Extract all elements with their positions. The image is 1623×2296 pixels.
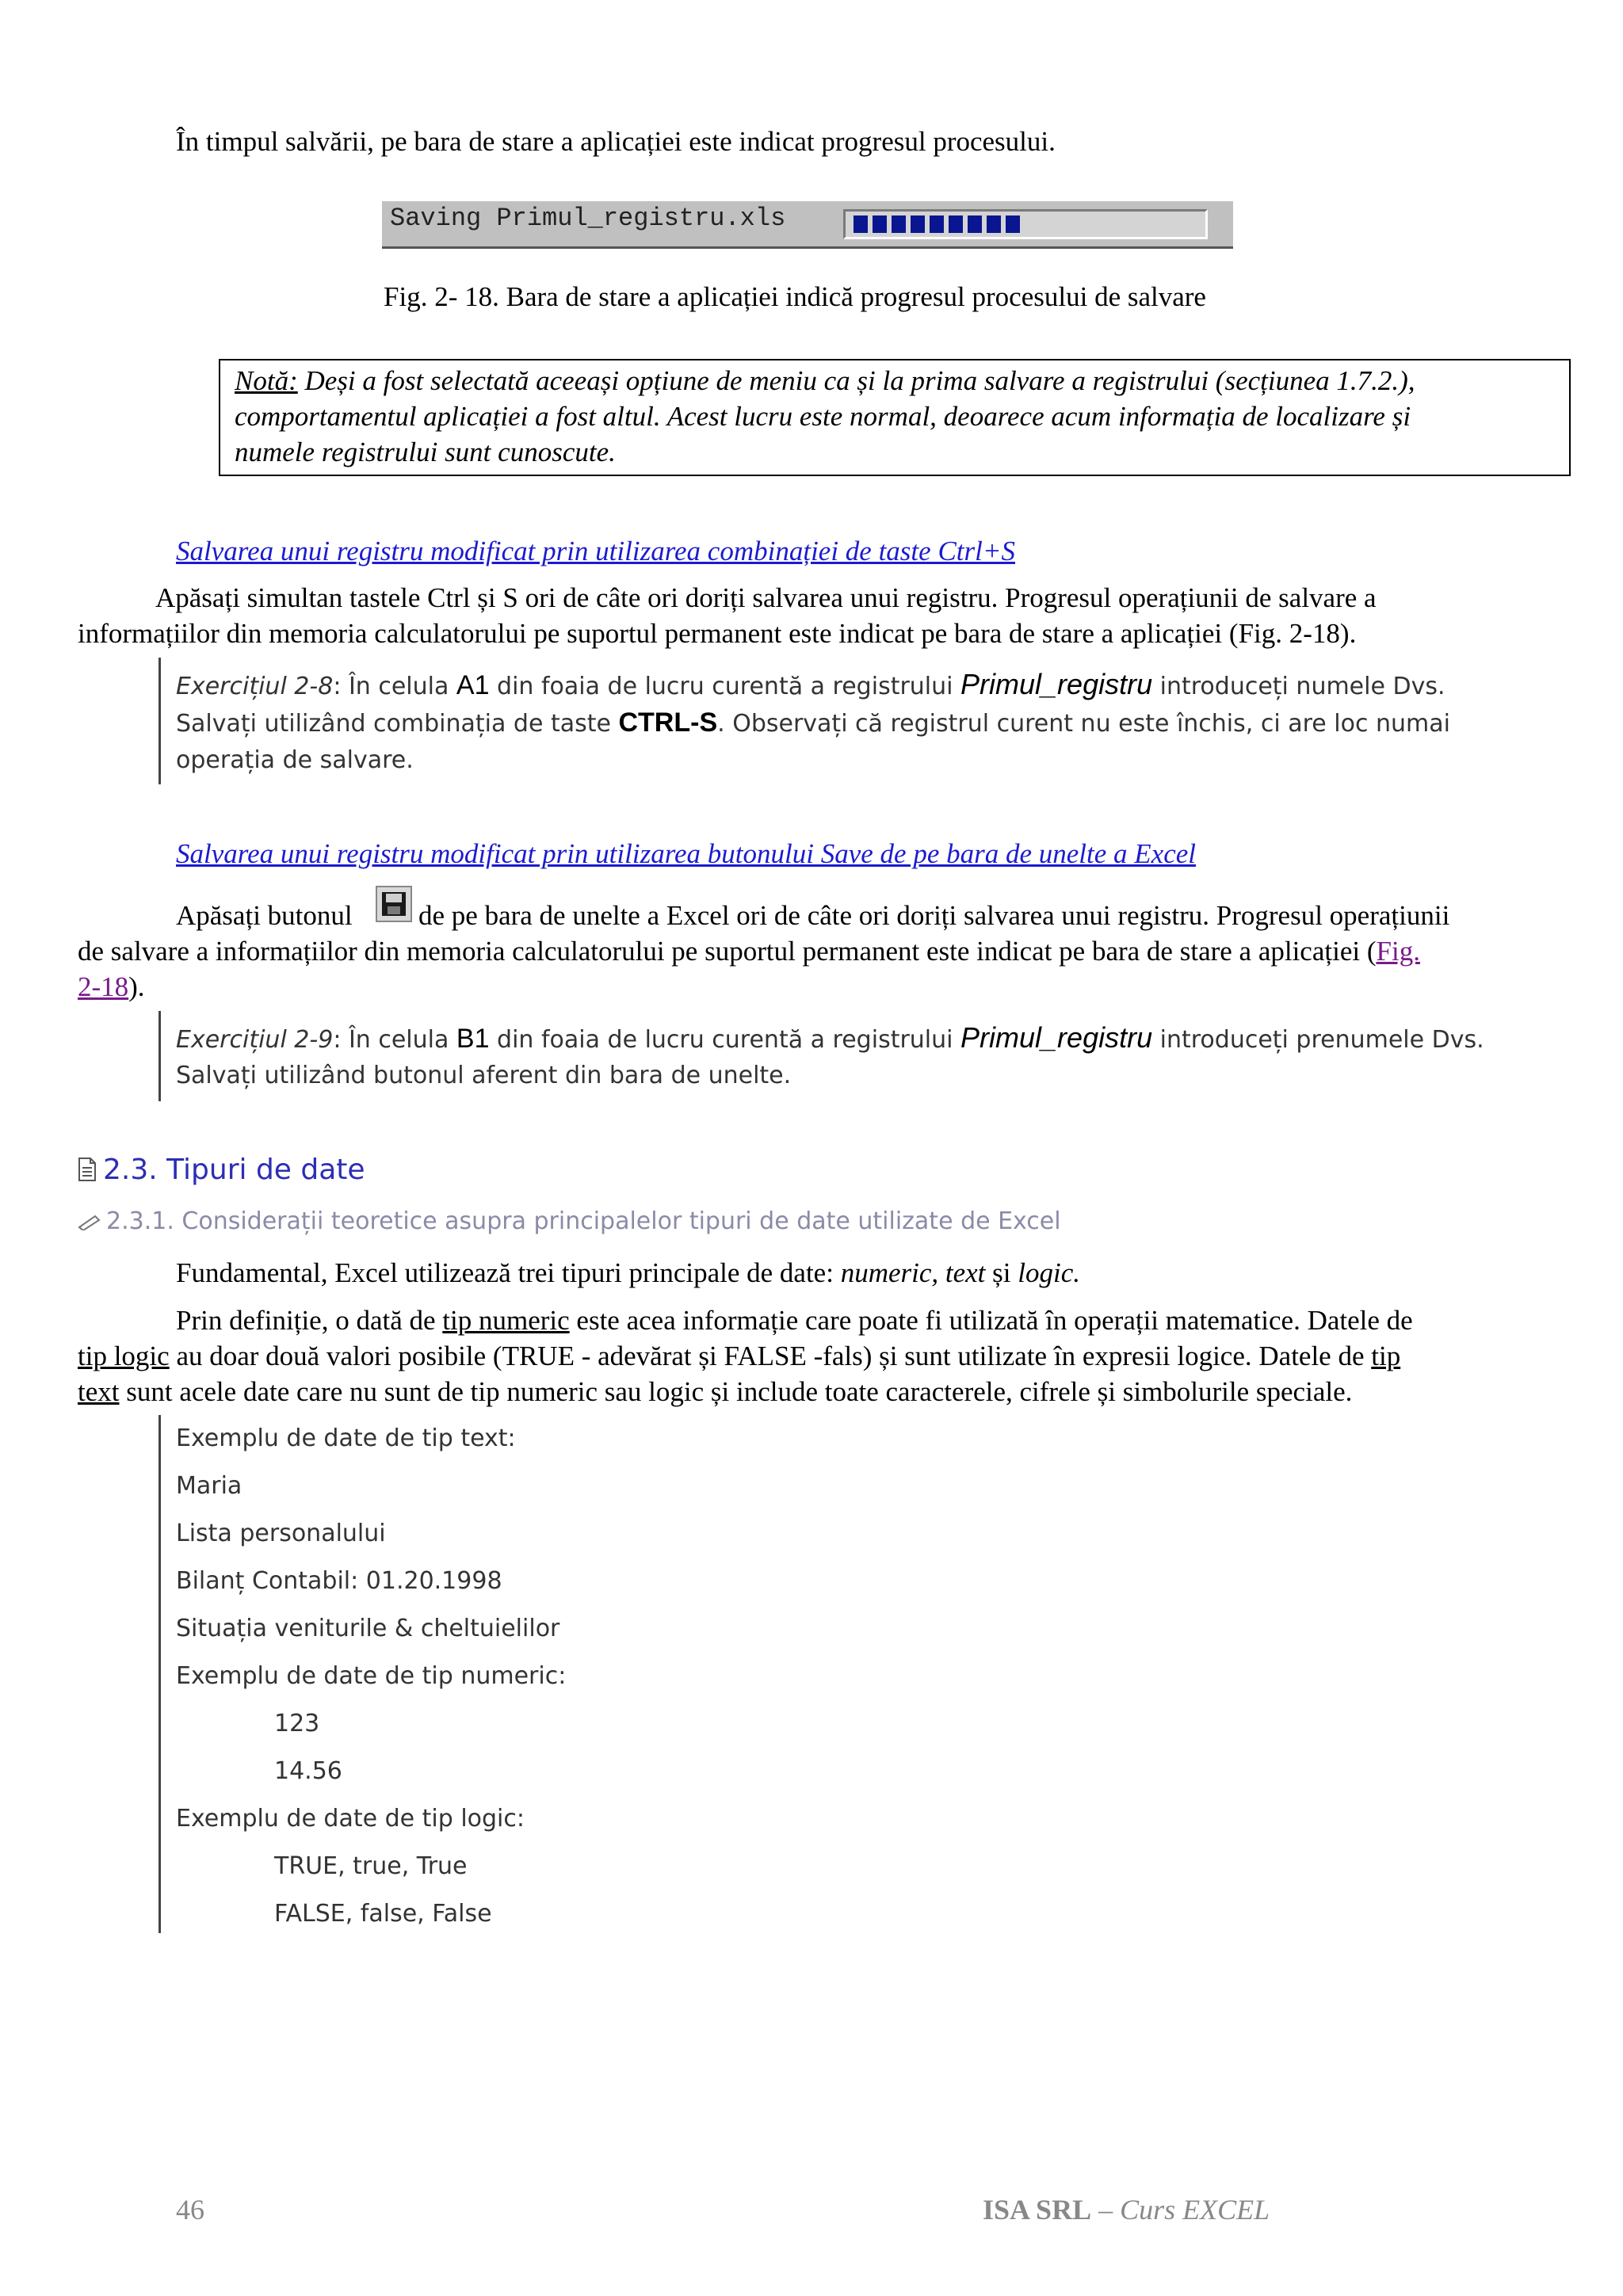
- note-label: Notă:: [235, 365, 298, 396]
- example-item: Situația veniturile & cheltuielilor: [176, 1615, 560, 1642]
- progress-block: [930, 215, 944, 233]
- exercise-text: din foaia de lucru curentă a registrului: [489, 1026, 961, 1054]
- example-item: Maria: [176, 1472, 242, 1500]
- types-paragraph-2-line-1: [176, 1302, 1413, 1338]
- exercise-text: Salvați utilizând combinația de taste: [176, 710, 619, 738]
- progress-bar: [843, 209, 1208, 239]
- progress-block: [911, 215, 925, 233]
- status-bar-text: Saving Primul_registru.xls: [390, 204, 786, 233]
- example-item: Bilanț Contabil: 01.20.1998: [176, 1567, 502, 1595]
- types-text: tip: [1371, 1341, 1401, 1371]
- section-2-3-1-heading: [78, 1207, 1061, 1235]
- types-paragraph-2-line-3: [78, 1374, 1352, 1409]
- ctrl-s-paragraph-line-1: Apăsați simultan tastele Ctrl și S ori de câte ori doriți salvarea unui registru. Progresul operațiunii de salvare a: [155, 582, 1377, 613]
- progress-block: [1006, 215, 1020, 233]
- example-item: FALSE, false, False: [274, 1900, 492, 1928]
- example-item: 123: [274, 1710, 320, 1737]
- heading-save-button[interactable]: Salvarea unui registru modificat prin utilizarea butonului Save de pe bara de unelte a Excel: [176, 838, 1197, 869]
- exercise-2-8-line-2: [176, 704, 1450, 743]
- intro-paragraph: În timpul salvării, pe bara de stare a aplicației este indicat progresul procesului.: [176, 126, 1056, 157]
- types-paragraph-1: [176, 1255, 1080, 1291]
- fig-link[interactable]: Fig.: [1376, 936, 1420, 967]
- save-paragraph-line-3: [78, 969, 145, 1005]
- example-item: 14.56: [274, 1757, 342, 1785]
- types-text: Fundamental, Excel utilizează trei tipuri principale de date:: [176, 1257, 841, 1288]
- example-item: Lista personalului: [176, 1520, 386, 1547]
- note-line-3: numele registrului sunt cunoscute.: [235, 437, 616, 467]
- progress-block: [987, 215, 1001, 233]
- progress-fill: [854, 215, 1020, 233]
- save-paragraph-line-1a: Apăsați butonul: [176, 900, 353, 931]
- exercise-text: introduceți numele Dvs.: [1152, 673, 1445, 700]
- footer-company: ISA SRL: [983, 2194, 1092, 2225]
- types-text: este acea informație care poate fi utilizată în operații matematice. Datele de: [569, 1305, 1413, 1336]
- types-text: sunt acele date care nu sunt de tip numeric sau logic și include toate caracterele, cifrele și simbolurile speciale.: [119, 1376, 1353, 1407]
- exercise-rule: [158, 1011, 161, 1101]
- types-text: tip numeric: [442, 1305, 570, 1336]
- example-text-title: Exemplu de date de tip text:: [176, 1425, 516, 1452]
- progress-block: [968, 215, 982, 233]
- exercise-2-8-line-3: operația de salvare.: [176, 746, 414, 774]
- progress-block: [892, 215, 906, 233]
- section-2-3-title: 2.3. Tipuri de date: [103, 1154, 365, 1186]
- key-combo: CTRL-S: [618, 707, 718, 738]
- example-numeric-title: Exemplu de date de tip numeric:: [176, 1662, 567, 1690]
- progress-block: [873, 215, 887, 233]
- floppy-disk-icon: [377, 887, 411, 921]
- fig-link[interactable]: 2-18: [78, 971, 129, 1002]
- example-item: TRUE, true, True: [274, 1852, 468, 1880]
- exercise-2-9-line-1: [176, 1019, 1484, 1059]
- exercise-rule: [158, 658, 161, 784]
- footer-dash: –: [1091, 2194, 1121, 2225]
- types-text: logic.: [1018, 1257, 1080, 1288]
- types-text: și: [985, 1257, 1018, 1288]
- types-paragraph-2-line-2: [78, 1338, 1400, 1374]
- note-text-1: Deși a fost selectată aceeași opțiune de meniu ca și la prima salvare a registrului (secțiunea 1.7.2.),: [297, 365, 1415, 396]
- footer-course: Curs EXCEL: [1120, 2194, 1270, 2225]
- note-line-1: [235, 363, 1415, 399]
- exercise-text: . Observați că registrul curent nu este închis, ci are loc numai: [717, 710, 1450, 738]
- exercise-2-9-line-2: Salvați utilizând butonul aferent din bara de unelte.: [176, 1062, 792, 1089]
- note-line-2: comportamentul aplicației a fost altul. Acest lucru este normal, deoarece acum informația de localizare și: [235, 401, 1411, 432]
- progress-block: [949, 215, 963, 233]
- example-logic-title: Exemplu de date de tip logic:: [176, 1805, 525, 1833]
- cell-ref: A1: [456, 670, 490, 700]
- workbook-name: Primul_registru: [960, 668, 1153, 700]
- cell-ref: B1: [456, 1024, 490, 1054]
- ctrl-s-paragraph-line-2: informațiilor din memoria calculatorului pe suportul permanent este indicat pe bara de stare a aplicației (Fig. 2-18).: [78, 618, 1357, 649]
- document-icon: [78, 1157, 97, 1182]
- exercise-label: Exercițiul 2-9: [176, 1026, 334, 1054]
- exercise-text: din foaia de lucru curentă a registrului: [489, 673, 961, 700]
- footer-brand: [983, 2193, 1270, 2226]
- exercise-text: : În celula: [333, 1026, 456, 1054]
- exercise-text: : În celula: [333, 673, 456, 700]
- types-text: Prin definiție, o dată de: [176, 1305, 443, 1336]
- progress-block: [854, 215, 868, 233]
- save-paragraph-line-1b: de pe bara de unelte a Excel ori de câte ori doriți salvarea unui registru. Progresul operațiunii: [418, 900, 1450, 931]
- page-number: 46: [176, 2194, 204, 2225]
- pencil-icon: [78, 1213, 101, 1230]
- figure-caption: Fig. 2- 18. Bara de stare a aplicației indică progresul procesului de salvare: [384, 281, 1206, 312]
- examples-rule: [158, 1415, 161, 1933]
- exercise-2-8-line-1: [176, 666, 1445, 706]
- types-text: au doar două valori posibile (TRUE - adevărat și FALSE -fals) și sunt utilizate în expresii logice. Datele de: [169, 1341, 1372, 1371]
- types-text: tip logic: [78, 1341, 170, 1371]
- types-text: text: [78, 1376, 120, 1407]
- exercise-text: introduceți prenumele Dvs.: [1152, 1026, 1484, 1054]
- section-2-3-heading: [78, 1154, 365, 1186]
- save-text: ).: [128, 971, 145, 1002]
- save-text: de salvare a informațiilor din memoria calculatorului pe suportul permanent este indicat pe bara de stare a aplicației (: [78, 936, 1377, 967]
- section-2-3-1-title: 2.3.1. Considerații teoretice asupra principalelor tipuri de date utilizate de Excel: [106, 1207, 1061, 1235]
- exercise-label: Exercițiul 2-8: [176, 673, 334, 700]
- workbook-name: Primul_registru: [960, 1021, 1153, 1054]
- save-toolbar-button[interactable]: [376, 886, 412, 922]
- save-paragraph-line-2: [78, 933, 1420, 969]
- types-text: numeric, text: [840, 1257, 986, 1288]
- heading-ctrl-s[interactable]: Salvarea unui registru modificat prin utilizarea combinației de taste Ctrl+S: [176, 536, 1015, 566]
